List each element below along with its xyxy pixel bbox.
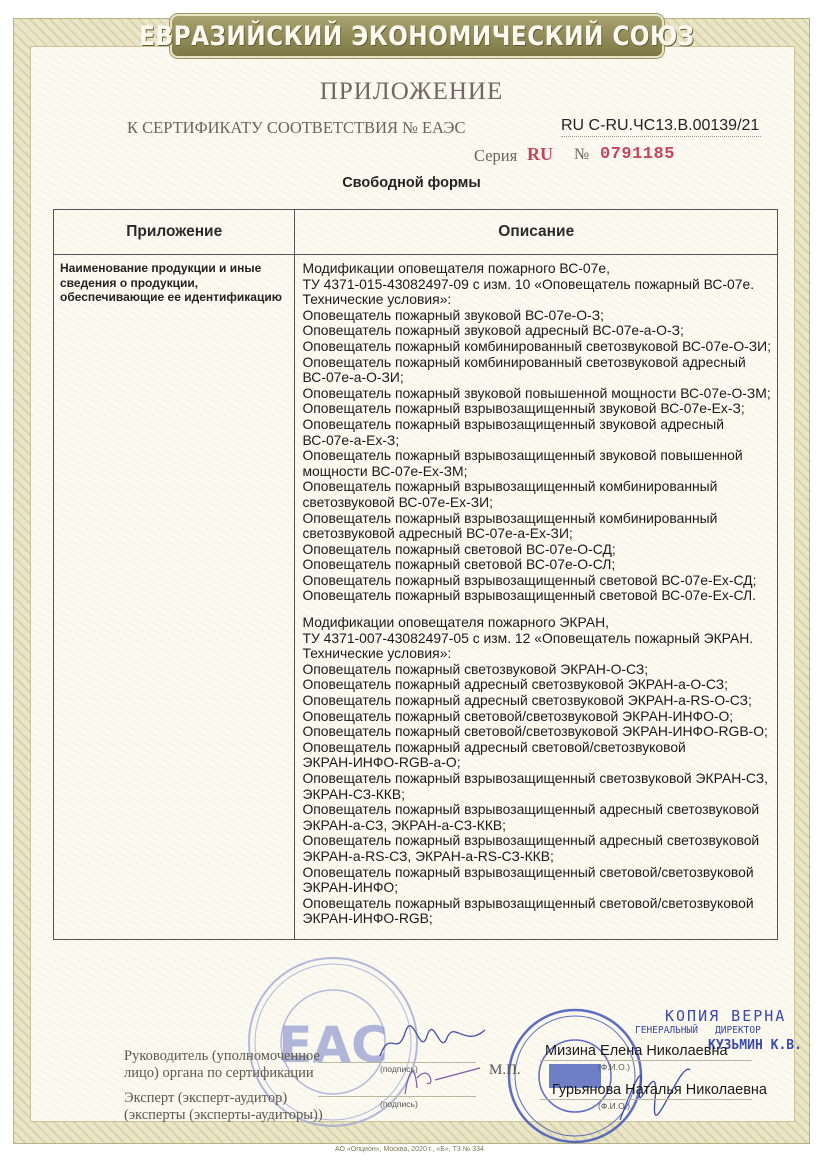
description-line: ЭКРАН-ИНФО-RGB-а-О; [302, 754, 461, 771]
row-label-line: сведения о продукции, [60, 275, 199, 290]
certificate-label: К СЕРТИФИКАТУ СООТВЕТСТВИЯ № ЕАЭС [127, 118, 466, 137]
description-cell [295, 255, 778, 940]
certificate-number: RU C-RU.ЧC13.B.00139/21 [561, 117, 761, 137]
copy-certified-line3: КУЗЬМИН К.В. [708, 1038, 802, 1053]
number-label: № [574, 146, 590, 163]
head-label-line: Руководитель (уполномоченное [124, 1048, 320, 1064]
description-line: ЭКРАН-ИНФО; [302, 879, 399, 896]
description-line: Оповещатель пожарный взрывозащищенный комбинированный [302, 478, 718, 495]
description-line: Оповещатель пожарный взрывозащищенный световой/светозвуковой [302, 863, 754, 880]
expert-name-line [540, 1099, 752, 1100]
annex-table [53, 209, 778, 940]
description-block-ekran [302, 615, 771, 927]
description-line: Оповещатель пожарный звуковой повышенной мощности ВС-07е-О-ЗМ; [302, 384, 771, 401]
description-line: Оповещатель пожарный световой ВС-07е-О-СД; [302, 540, 616, 557]
row-label-line: обеспечивающие ее идентификацию [60, 290, 282, 304]
description-line: ВС-07е-а-Ех-З; [302, 431, 400, 448]
description-line: Оповещатель пожарный звуковой адресный ВС-07е-а-О-З; [302, 322, 684, 339]
description-line: ЭКРАН-а-RS-СЗ, ЭКРАН-а-RS-СЗ-ККВ; [302, 847, 554, 864]
copy-certified-line1: КОПИЯ ВЕРНА [665, 1007, 787, 1025]
description-line: Технические условия»: [302, 291, 452, 308]
column-header-description: Описание [295, 210, 778, 255]
printer-imprint: АО «Опцион», Москва, 2020 г., «Б», Т3 № 334 [335, 1146, 484, 1153]
document-title: ПРИЛОЖЕНИЕ [319, 78, 504, 105]
table-row [54, 255, 778, 940]
description-line: Оповещатель пожарный звуковой ВС-07е-О-З; [302, 306, 604, 323]
expert-label-line: Эксперт (эксперт-аудитор) [124, 1090, 288, 1106]
head-name: Мизина Елена Николаевна [545, 1043, 728, 1059]
table-header-row [54, 210, 778, 255]
head-label-line: лицо) органа по сертификации [124, 1065, 314, 1081]
number-value: 0791185 [600, 145, 675, 164]
description-line: Оповещатель пожарный взрывозащищенный световой/светозвуковой [302, 894, 754, 911]
description-line: Модификации оповещателя пожарного ЭКРАН, [302, 614, 609, 631]
description-line: Оповещатель пожарный адресный световой/светозвуковой [302, 738, 686, 755]
row-label-cell [54, 255, 295, 940]
description-line: ЭКРАН-СЗ-ККВ; [302, 785, 406, 802]
seal-place-label: М.П. [489, 1062, 521, 1078]
description-line: ТУ 4371-015-43082497-09 с изм. 10 «Оповещатель пожарный ВС-07е. [302, 275, 755, 292]
description-line: светозвуковой ВС-07е-Ех-ЗИ; [302, 493, 493, 510]
expert-name-caption: (Ф.И.О.) [598, 1101, 630, 1111]
description-line: мощности ВС-07е-Ех-ЗМ; [302, 462, 468, 479]
head-name-caption: (Ф.И.О.) [598, 1062, 630, 1072]
description-line: ВС-07е-а-О-ЗИ; [302, 369, 404, 386]
description-line: ТУ 4371-007-43082497-05 с изм. 12 «Оповещатель пожарный ЭКРАН. [302, 629, 754, 646]
expert-label-line: (эксперты (эксперты-аудиторы)) [124, 1107, 323, 1123]
description-line: Оповещатель пожарный световой/светозвуковой ЭКРАН-ИНФО-О; [302, 707, 734, 724]
head-of-body-label [124, 1048, 320, 1082]
description-line: Оповещатель пожарный взрывозащищенный звуковой повышенной [302, 447, 743, 464]
union-banner-text: ЕВРАЗИЙСКИЙ ЭКОНОМИЧЕСКИЙ СОЮЗ [139, 20, 695, 52]
description-line: ЭКРАН-ИНФО-RGB; [302, 910, 433, 927]
description-line: Оповещатель пожарный комбинированный светозвуковой ВС-07е-О-ЗИ; [302, 337, 771, 354]
column-header-annex: Приложение [54, 210, 295, 255]
description-line: Оповещатель пожарный взрывозащищенный звуковой адресный [302, 415, 724, 432]
expert-signature-line [318, 1096, 476, 1097]
head-signature-line [318, 1062, 476, 1063]
union-banner [139, 14, 695, 58]
form-label: Свободной формы [342, 175, 481, 191]
description-line: Оповещатель пожарный взрывозащищенный комбинированный [302, 509, 718, 526]
description-line: Оповещатель пожарный взрывозащищенный адресный светозвуковой [302, 801, 760, 818]
description-line: Оповещатель пожарный световой/светозвуковой ЭКРАН-ИНФО-RGB-О; [302, 723, 768, 740]
copy-certified-line2: ГЕНЕРАЛЬНЫЙ ДИРЕКТОР [635, 1025, 761, 1036]
description-line: Оповещатель пожарный комбинированный светозвуковой адресный [302, 353, 746, 370]
description-line: Технические условия»: [302, 645, 452, 662]
expert-signature-caption: (подпись) [380, 1099, 418, 1109]
expert-label [124, 1090, 323, 1124]
head-signature-caption: (подпись) [380, 1064, 418, 1074]
description-line: Оповещатель пожарный взрывозащищенный световой ВС-07е-Ех-СД; [302, 571, 757, 588]
description-line: Оповещатель пожарный световой ВС-07е-О-СЛ; [302, 556, 616, 573]
description-line: Оповещатель пожарный взрывозащищенный звуковой ВС-07е-Ех-З; [302, 400, 745, 417]
expert-name: Гурьянова Наталья Николаевна [552, 1082, 767, 1098]
description-line: Оповещатель пожарный взрывозащищенный светозвуковой ЭКРАН-СЗ, [302, 770, 769, 786]
description-line: ЭКРАН-а-СЗ, ЭКРАН-а-СЗ-ККВ; [302, 816, 507, 833]
series-label: Серия [474, 146, 518, 165]
description-line: светозвуковой адресный ВС-07е-а-Ех-ЗИ; [302, 525, 573, 542]
row-label-line: Наименование продукции и иные [60, 261, 262, 275]
description-line: Оповещатель пожарный адресный светозвуковой ЭКРАН-а-RS-О-СЗ; [302, 692, 752, 709]
description-line: Оповещатель пожарный светозвуковой ЭКРАН-О-СЗ; [302, 660, 649, 677]
description-line: Оповещатель пожарный адресный светозвуковой ЭКРАН-а-О-СЗ; [302, 676, 728, 693]
description-line: Модификации оповещателя пожарного ВС-07е, [302, 260, 610, 276]
description-line: Оповещатель пожарный взрывозащищенный адресный светозвуковой [302, 832, 760, 849]
head-name-line [540, 1060, 752, 1061]
description-block-vs07e [302, 261, 771, 604]
series-value: RU [527, 144, 553, 164]
eac-mark: ЕАС [278, 1016, 388, 1074]
description-line: Оповещатель пожарный взрывозащищенный световой ВС-07е-Ех-СЛ. [302, 587, 757, 604]
